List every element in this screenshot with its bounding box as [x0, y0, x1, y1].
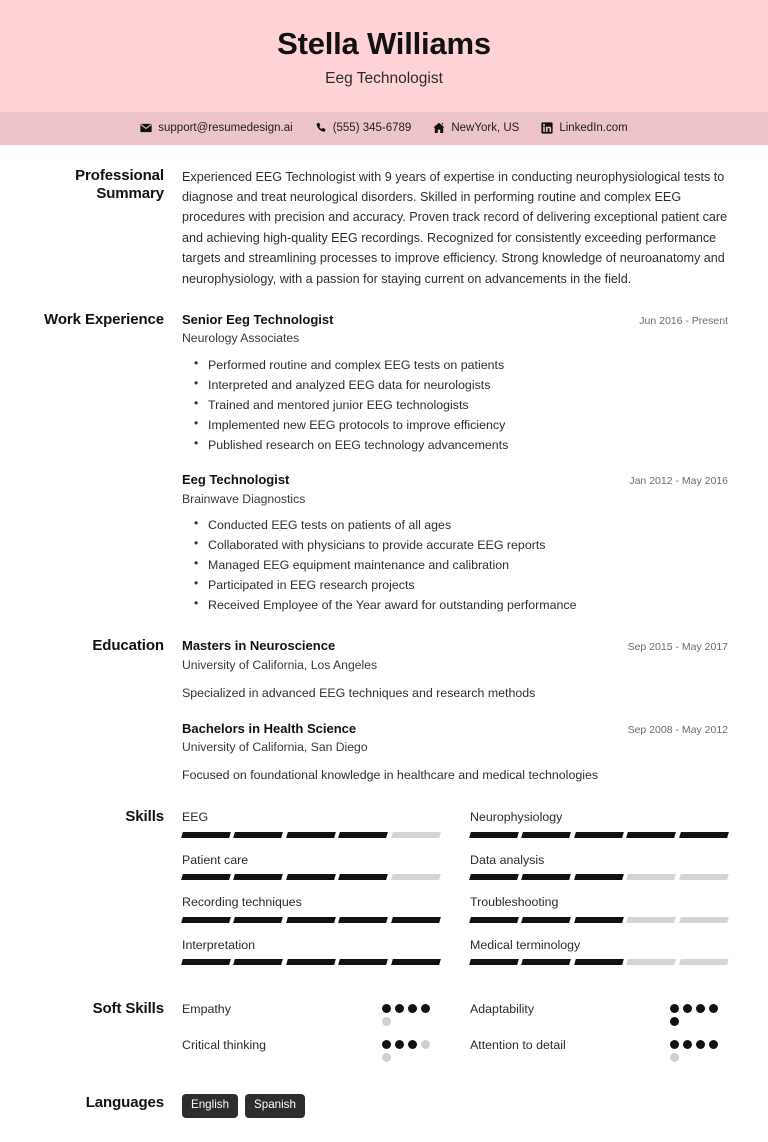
section-label-languages: Languages: [85, 1094, 164, 1112]
skill-level-segment: [679, 832, 729, 838]
skill-level-segment: [626, 917, 676, 923]
experience-bullet: • Conducted EEG tests on patients of all ages: [208, 515, 728, 535]
soft-skill-dot: [382, 1017, 391, 1026]
skill-level-segment: [574, 832, 624, 838]
skill-level-segment: [574, 917, 624, 923]
skill-name: Patient care: [182, 852, 249, 867]
summary-text: Experienced EEG Technologist with 9 years of expertise in conducting neurophysiological tests to diagnose and treat neurological disorders. Skilled in performing routine and complex EEG procedures with precision and accuracy. Proven track record of delivering exceptional patient care and achieving high-quality EEG recordings. Recognized for consistently exceeding performance targets and streamlining processes to improve efficiency. Strong knowledge of neuroanatomy and neurophysiology, with a passion for staying current on advancements in the field.: [182, 169, 728, 286]
skill-level-segment: [234, 874, 284, 880]
section-label-skills: Skills: [125, 808, 164, 826]
soft-skill-name: Adaptability: [470, 1002, 535, 1017]
skill-item: [470, 808, 728, 851]
experience-bullet: • Trained and mentored junior EEG technologists: [208, 395, 728, 415]
skill-name: Medical terminology: [470, 937, 581, 952]
section-work-experience: [40, 289, 728, 615]
section-professional-summary: [40, 145, 728, 289]
skill-level-bar: [470, 959, 728, 965]
skill-level-segment: [469, 917, 519, 923]
soft-skill-item: [182, 1000, 440, 1036]
skill-level-segment: [338, 917, 388, 923]
skill-level-segment: [522, 832, 572, 838]
section-soft-skills: [40, 978, 728, 1072]
soft-skill-dot: [382, 1053, 391, 1062]
soft-skill-name: Critical thinking: [182, 1038, 267, 1053]
experience-bullet: • Participated in EEG research projects: [208, 575, 728, 595]
skill-name: Interpretation: [182, 937, 256, 952]
language-chip: Spanish: [245, 1094, 305, 1117]
skill-level-segment: [469, 832, 519, 838]
skill-level-segment: [626, 832, 676, 838]
experience-date: Jan 2012 - May 2016: [629, 475, 728, 488]
soft-skill-dot: [382, 1040, 391, 1049]
skill-name: Neurophysiology: [470, 810, 563, 825]
skill-level-bar: [470, 874, 728, 880]
skill-level-segment: [574, 959, 624, 965]
skill-level-segment: [391, 832, 441, 838]
experience-bullet: • Implemented new EEG protocols to improve efficiency: [208, 415, 728, 435]
education-institution: University of California, Los Angeles: [182, 657, 378, 672]
soft-skill-dot: [395, 1040, 404, 1049]
skills-body: [182, 808, 728, 978]
skill-level-bar: [470, 832, 728, 838]
contact-bar: [0, 112, 768, 145]
contact-phone-value: (555) 345-6789: [332, 122, 412, 135]
skill-level-segment: [234, 832, 284, 838]
experience-bullet-list: [182, 515, 728, 615]
experience-bullet: • Published research on EEG technology advancements: [208, 435, 728, 455]
skill-level-segment: [286, 874, 336, 880]
experience-entry-head: [182, 471, 728, 489]
skill-name: EEG: [182, 810, 209, 825]
summary-body: [182, 167, 728, 289]
skill-item: [470, 893, 728, 936]
skill-level-segment: [181, 832, 231, 838]
skill-level-segment: [391, 959, 441, 965]
skill-level-bar: [182, 832, 440, 838]
contact-location-value: NewYork, US: [451, 122, 520, 135]
soft-skill-item: [182, 1036, 440, 1072]
soft-skill-name: Attention to detail: [470, 1038, 566, 1053]
skill-item: [182, 851, 440, 894]
soft-skill-rating: [670, 1036, 728, 1062]
experience-job-title: Eeg Technologist: [182, 472, 290, 488]
skill-level-bar: [182, 917, 440, 923]
experience-bullet: • Received Employee of the Year award for outstanding performance: [208, 595, 728, 615]
skill-level-segment: [522, 959, 572, 965]
candidate-role: Eeg Technologist: [325, 69, 443, 87]
resume-body: [0, 145, 768, 1142]
experience-company: Neurology Associates: [182, 331, 300, 346]
phone-icon: [315, 122, 327, 134]
skills-grid: [182, 808, 728, 978]
skill-level-segment: [679, 917, 729, 923]
skill-level-segment: [181, 917, 231, 923]
education-body: [182, 637, 728, 786]
skill-level-segment: [626, 959, 676, 965]
skill-level-segment: [391, 874, 441, 880]
soft-skill-dot: [696, 1040, 705, 1049]
languages-body: [182, 1094, 728, 1117]
experience-entry-head: [182, 311, 728, 329]
experience-bullet: • Collaborated with physicians to provide accurate EEG reports: [208, 535, 728, 555]
soft-skill-item: [470, 1036, 728, 1072]
experience-bullet: • Managed EEG equipment maintenance and calibration: [208, 555, 728, 575]
section-label-summary: Professional Summary: [75, 166, 164, 203]
skill-item: [470, 851, 728, 894]
education-degree: Masters in Neuroscience: [182, 638, 336, 654]
skill-level-segment: [338, 832, 388, 838]
skill-level-segment: [626, 874, 676, 880]
skill-item: [182, 936, 440, 979]
skill-level-segment: [679, 874, 729, 880]
experience-bullet-list: [182, 355, 728, 455]
soft-skill-dot: [670, 1017, 679, 1026]
experience-bullet: • Performed routine and complex EEG tests on patients: [208, 355, 728, 375]
soft-skill-dot: [421, 1040, 430, 1049]
soft-skill-dot: [382, 1004, 391, 1013]
skill-item: [182, 893, 440, 936]
soft-skill-dot: [408, 1040, 417, 1049]
skill-item: [182, 808, 440, 851]
experience-entry: [182, 471, 728, 615]
skill-level-bar: [182, 874, 440, 880]
soft-skill-rating: [382, 1036, 440, 1062]
skill-item: [470, 936, 728, 979]
linkedin-icon: [541, 122, 553, 134]
contact-email[interactable]: [140, 122, 292, 134]
soft-skill-dot: [709, 1004, 718, 1013]
languages-list: [182, 1094, 728, 1117]
education-description: Focused on foundational knowledge in healthcare and medical technologies: [182, 768, 599, 783]
education-description: Specialized in advanced EEG techniques and research methods: [182, 685, 536, 700]
education-date: Sep 2015 - May 2017: [627, 641, 728, 654]
section-languages: [40, 1072, 728, 1141]
education-entry: [182, 720, 728, 786]
language-chip: English: [182, 1094, 238, 1117]
skill-name: Troubleshooting: [470, 895, 559, 910]
skill-level-segment: [234, 917, 284, 923]
section-education: [40, 615, 728, 786]
soft-skill-rating: [382, 1000, 440, 1026]
soft-skill-dot: [670, 1053, 679, 1062]
soft-skill-dot: [395, 1004, 404, 1013]
education-date: Sep 2008 - May 2012: [627, 723, 728, 736]
contact-email-value: support@resumedesign.ai: [158, 122, 293, 135]
skill-level-segment: [286, 832, 336, 838]
soft-skill-dot: [683, 1004, 692, 1013]
skill-name: Recording techniques: [182, 895, 302, 910]
contact-linkedin[interactable]: [541, 122, 627, 134]
skill-name: Data analysis: [470, 852, 545, 867]
section-label-experience: Work Experience: [44, 310, 164, 328]
soft-skill-dot: [670, 1004, 679, 1013]
education-entry: [182, 637, 728, 703]
skill-level-segment: [469, 874, 519, 880]
soft-skill-item: [470, 1000, 728, 1036]
education-entry-head: [182, 637, 728, 655]
contact-location[interactable]: [433, 122, 519, 134]
section-label-education: Education: [92, 637, 164, 655]
skill-level-segment: [338, 959, 388, 965]
contact-linkedin-value: LinkedIn.com: [559, 122, 628, 135]
skill-level-bar: [182, 959, 440, 965]
skill-level-segment: [338, 874, 388, 880]
skill-level-segment: [234, 959, 284, 965]
soft-skills-body: [182, 1000, 728, 1072]
skill-level-segment: [286, 959, 336, 965]
section-label-soft-skills: Soft Skills: [92, 1000, 164, 1018]
envelope-icon: [140, 122, 152, 134]
experience-bullet: • Interpreted and analyzed EEG data for neurologists: [208, 375, 728, 395]
experience-company: Brainwave Diagnostics: [182, 491, 306, 506]
skill-level-segment: [286, 917, 336, 923]
section-skills: [40, 786, 728, 978]
soft-skill-dot: [683, 1040, 692, 1049]
skill-level-segment: [391, 917, 441, 923]
soft-skills-grid: [182, 1000, 728, 1072]
soft-skill-dot: [709, 1040, 718, 1049]
skill-level-segment: [522, 874, 572, 880]
experience-entry: [182, 311, 728, 455]
skill-level-segment: [181, 959, 231, 965]
experience-body: [182, 311, 728, 615]
experience-job-title: Senior Eeg Technologist: [182, 311, 334, 327]
skill-level-segment: [679, 959, 729, 965]
soft-skill-dot: [670, 1040, 679, 1049]
skill-level-segment: [469, 959, 519, 965]
education-entry-head: [182, 720, 728, 738]
education-institution: University of California, San Diego: [182, 740, 368, 755]
soft-skill-dot: [421, 1004, 430, 1013]
resume-header: [0, 0, 768, 112]
soft-skill-dot: [696, 1004, 705, 1013]
experience-date: Jun 2016 - Present: [639, 314, 728, 327]
home-icon: [433, 122, 445, 134]
education-degree: Bachelors in Health Science: [182, 720, 357, 736]
contact-phone[interactable]: [315, 122, 412, 134]
skill-level-segment: [181, 874, 231, 880]
skill-level-segment: [522, 917, 572, 923]
skill-level-bar: [470, 917, 728, 923]
soft-skill-dot: [408, 1004, 417, 1013]
soft-skill-rating: [670, 1000, 728, 1026]
skill-level-segment: [574, 874, 624, 880]
soft-skill-name: Empathy: [182, 1002, 231, 1017]
candidate-name: Stella Williams: [277, 26, 491, 61]
